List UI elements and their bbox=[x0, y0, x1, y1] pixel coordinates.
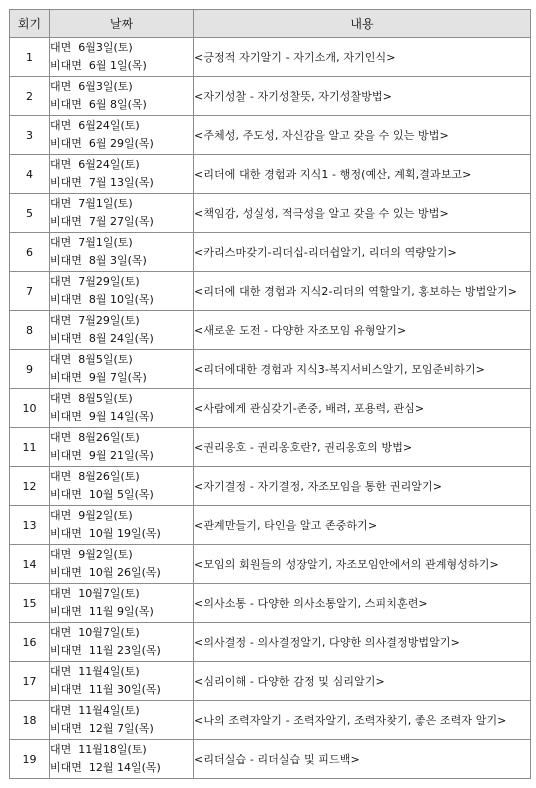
table-row bbox=[10, 545, 531, 584]
online-date: 비대면 9월 21일(목) bbox=[50, 449, 154, 462]
in-person-date: 대면 6월24일(토) bbox=[50, 119, 140, 132]
in-person-date: 대면 7월29일(토) bbox=[50, 314, 140, 327]
table-row bbox=[10, 701, 531, 740]
in-person-date: 대면 7월1일(토) bbox=[50, 236, 133, 249]
in-person-date: 대면 11월4일(토) bbox=[50, 704, 140, 717]
online-date: 비대면 7월 13일(목) bbox=[50, 176, 154, 189]
session-number: 16 bbox=[10, 623, 50, 662]
in-person-date: 대면 9월2일(토) bbox=[50, 509, 133, 522]
table-row bbox=[10, 194, 531, 233]
table-row bbox=[10, 467, 531, 506]
online-date: 비대면 10월 26일(목) bbox=[50, 566, 161, 579]
online-date: 비대면 8월 3일(목) bbox=[50, 254, 147, 267]
session-dates bbox=[50, 77, 194, 116]
session-content: <자기결정 - 자기결정, 자조모임을 통한 권리알기> bbox=[194, 467, 531, 506]
session-number: 5 bbox=[10, 194, 50, 233]
session-number: 13 bbox=[10, 506, 50, 545]
online-date: 비대면 9월 14일(목) bbox=[50, 410, 154, 423]
online-date: 비대면 12월 14일(목) bbox=[50, 761, 161, 774]
session-number: 7 bbox=[10, 272, 50, 311]
in-person-date: 대면 8월26일(토) bbox=[50, 431, 140, 444]
session-content: <모임의 회원들의 성장알기, 자조모임안에서의 관계형성하기> bbox=[194, 545, 531, 584]
session-content: <새로운 도전 - 다양한 자조모임 유형알기> bbox=[194, 311, 531, 350]
session-content: <카리스마갖기-리더십-리더쉽알기, 리더의 역량알기> bbox=[194, 233, 531, 272]
online-date: 비대면 8월 10일(목) bbox=[50, 293, 154, 306]
table-row bbox=[10, 155, 531, 194]
session-content: <주체성, 주도성, 자신감을 알고 갖을 수 있는 방법> bbox=[194, 116, 531, 155]
session-content: <리더실습 - 리더실습 및 피드백> bbox=[194, 740, 531, 779]
online-date: 비대면 8월 24일(목) bbox=[50, 332, 154, 345]
online-date: 비대면 11월 30일(목) bbox=[50, 683, 161, 696]
in-person-date: 대면 11월18일(토) bbox=[50, 743, 147, 756]
online-date: 비대면 11월 9일(목) bbox=[50, 605, 154, 618]
online-date: 비대면 11월 23일(목) bbox=[50, 644, 161, 657]
table-row bbox=[10, 662, 531, 701]
in-person-date: 대면 6월3일(토) bbox=[50, 80, 133, 93]
session-dates bbox=[50, 350, 194, 389]
session-dates bbox=[50, 233, 194, 272]
session-number: 19 bbox=[10, 740, 50, 779]
in-person-date: 대면 10월7일(토) bbox=[50, 587, 140, 600]
table-row bbox=[10, 38, 531, 77]
session-number: 14 bbox=[10, 545, 50, 584]
session-dates bbox=[50, 545, 194, 584]
online-date: 비대면 7월 27일(목) bbox=[50, 215, 154, 228]
session-dates bbox=[50, 584, 194, 623]
table-row bbox=[10, 311, 531, 350]
table-header bbox=[10, 10, 531, 38]
session-dates bbox=[50, 662, 194, 701]
in-person-date: 대면 11월4일(토) bbox=[50, 665, 140, 678]
session-content: <책임감, 성실성, 적극성을 알고 갖을 수 있는 방법> bbox=[194, 194, 531, 233]
table-row bbox=[10, 389, 531, 428]
session-content: <심리이해 - 다양한 감정 및 심리알기> bbox=[194, 662, 531, 701]
table-row bbox=[10, 272, 531, 311]
table-row bbox=[10, 740, 531, 779]
online-date: 비대면 10월 19일(목) bbox=[50, 527, 161, 540]
table-row bbox=[10, 428, 531, 467]
table-row bbox=[10, 116, 531, 155]
session-number: 15 bbox=[10, 584, 50, 623]
session-content: <나의 조력자알기 - 조력자알기, 조력자찾기, 좋은 조력자 알기> bbox=[194, 701, 531, 740]
session-number: 2 bbox=[10, 77, 50, 116]
session-number: 10 bbox=[10, 389, 50, 428]
session-content: <관계만들기, 타인을 알고 존중하기> bbox=[194, 506, 531, 545]
session-dates bbox=[50, 116, 194, 155]
session-dates bbox=[50, 155, 194, 194]
session-dates bbox=[50, 623, 194, 662]
header-date: 날짜 bbox=[50, 10, 194, 38]
session-number: 9 bbox=[10, 350, 50, 389]
header-content: 내용 bbox=[194, 10, 531, 38]
table-body bbox=[10, 38, 531, 779]
in-person-date: 대면 7월1일(토) bbox=[50, 197, 133, 210]
session-content: <자기성찰 - 자기성찰뜻, 자기성찰방법> bbox=[194, 77, 531, 116]
session-dates bbox=[50, 467, 194, 506]
table-row bbox=[10, 623, 531, 662]
session-content: <리더에 대한 경험과 지식1 - 행정(예산, 계획,결과보고> bbox=[194, 155, 531, 194]
session-dates bbox=[50, 428, 194, 467]
session-number: 3 bbox=[10, 116, 50, 155]
in-person-date: 대면 6월24일(토) bbox=[50, 158, 140, 171]
table-row bbox=[10, 350, 531, 389]
session-number: 1 bbox=[10, 38, 50, 77]
table-row bbox=[10, 584, 531, 623]
in-person-date: 대면 7월29일(토) bbox=[50, 275, 140, 288]
session-content: <의사결정 - 의사결정알기, 다양한 의사결정방법알기> bbox=[194, 623, 531, 662]
session-dates bbox=[50, 506, 194, 545]
online-date: 비대면 9월 7일(목) bbox=[50, 371, 147, 384]
table-row bbox=[10, 77, 531, 116]
header-row bbox=[10, 10, 531, 38]
session-number: 17 bbox=[10, 662, 50, 701]
online-date: 비대면 6월 1일(목) bbox=[50, 59, 147, 72]
session-number: 8 bbox=[10, 311, 50, 350]
session-content: <리더에대한 경험과 지식3-복지서비스알기, 모임준비하기> bbox=[194, 350, 531, 389]
session-content: <리더에 대한 경험과 지식2-리더의 역할알기, 홍보하는 방법알기> bbox=[194, 272, 531, 311]
online-date: 비대면 12월 7일(목) bbox=[50, 722, 154, 735]
session-content: <긍정적 자기알기 - 자기소개, 자기인식> bbox=[194, 38, 531, 77]
online-date: 비대면 10월 5일(목) bbox=[50, 488, 154, 501]
in-person-date: 대면 9월2일(토) bbox=[50, 548, 133, 561]
in-person-date: 대면 8월5일(토) bbox=[50, 353, 133, 366]
session-number: 11 bbox=[10, 428, 50, 467]
session-number: 12 bbox=[10, 467, 50, 506]
online-date: 비대면 6월 29일(목) bbox=[50, 137, 154, 150]
table-row bbox=[10, 506, 531, 545]
session-dates bbox=[50, 194, 194, 233]
schedule-table bbox=[9, 9, 531, 779]
session-dates bbox=[50, 272, 194, 311]
in-person-date: 대면 8월26일(토) bbox=[50, 470, 140, 483]
in-person-date: 대면 8월5일(토) bbox=[50, 392, 133, 405]
in-person-date: 대면 6월3일(토) bbox=[50, 41, 133, 54]
session-dates bbox=[50, 389, 194, 428]
session-number: 18 bbox=[10, 701, 50, 740]
session-content: <권리옹호 - 권리옹호란?, 권리옹호의 방법> bbox=[194, 428, 531, 467]
session-dates bbox=[50, 701, 194, 740]
session-content: <사람에게 관심갖기-존중, 배려, 포용력, 관심> bbox=[194, 389, 531, 428]
session-content: <의사소통 - 다양한 의사소통알기, 스피치훈련> bbox=[194, 584, 531, 623]
session-number: 6 bbox=[10, 233, 50, 272]
session-dates bbox=[50, 740, 194, 779]
session-number: 4 bbox=[10, 155, 50, 194]
session-dates bbox=[50, 311, 194, 350]
online-date: 비대면 6월 8일(목) bbox=[50, 98, 147, 111]
in-person-date: 대면 10월7일(토) bbox=[50, 626, 140, 639]
header-session: 회기 bbox=[10, 10, 50, 38]
session-dates bbox=[50, 38, 194, 77]
table-row bbox=[10, 233, 531, 272]
